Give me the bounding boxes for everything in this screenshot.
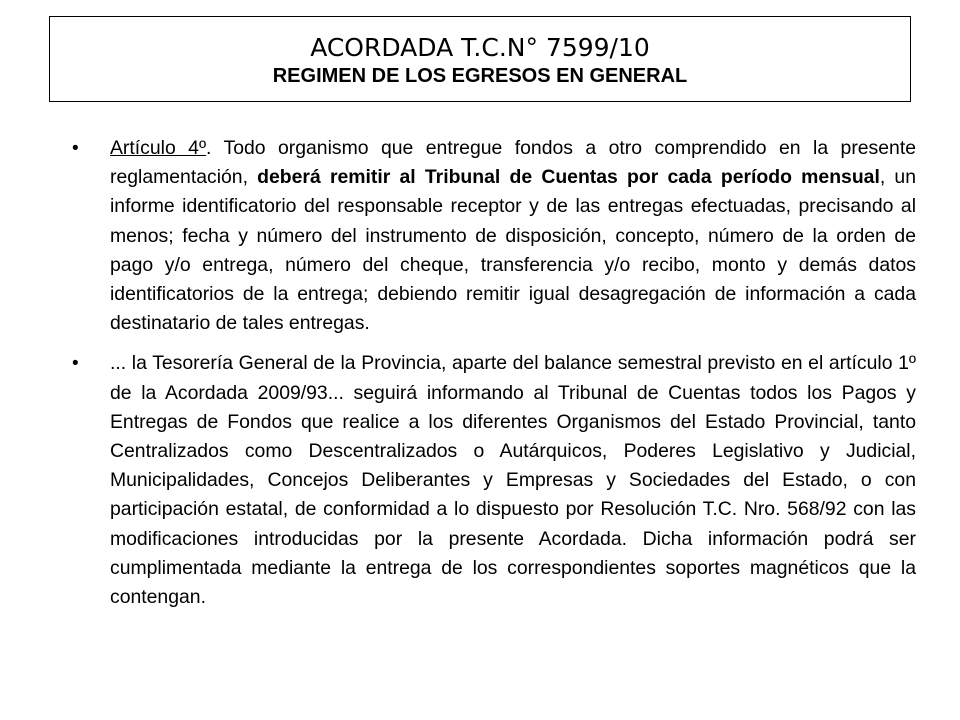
tesoreria-text: ... la Tesorería General de la Provincia, aparte del balance semestral previsto en el artículo 1º de la Acordada 2009/93... seguirá informando al Tribunal de Cuentas todos los Pagos y Entregas de Fondos que realice a los diferentes Organismos del Estado Provincial, tanto Centralizados como Descentralizados o Autárquicos, Poderes Legislativo y Judicial, Municipalidades, Concejos Deliberantes y Empresas y Sociedades del Estado, o con participación estatal, de conformidad a lo dispuesto por Resolución T.C. Nro. 568/92 con las modificaciones introducidas por la presente Acordada. Dicha información podrá ser cumplimentada mediante la entrega de los correspondientes soportes magnéticos que la contengan.	[110, 352, 916, 609]
bullet-icon: •	[72, 353, 79, 375]
article-label: Artículo 4º	[110, 137, 207, 159]
page-subtitle: REGIMEN DE LOS EGRESOS EN GENERAL	[272, 65, 688, 87]
article-text-end: , un informe identificatorio del responsable receptor y de las entregas efectuadas, precisando al menos; fecha y número del instrumento de disposición, concepto, número de la orden de pago y/o entrega, número del cheque, transferencia y/o recibo, monto y demás datos identificatorios de la entrega; debiendo remitir igual desagregación de información a cada destinatario de tales entregas.	[110, 166, 917, 335]
page-title: ACORDADA T.C.N° 7599/10	[310, 33, 650, 62]
list-item-tesoreria	[72, 349, 916, 612]
content-list	[72, 134, 916, 623]
bullet-icon: •	[72, 138, 79, 159]
list-item-article-4	[72, 134, 916, 338]
article-text-bold: deberá remitir al Tribunal de Cuentas por cada período mensual	[257, 166, 880, 189]
title-box	[49, 16, 911, 102]
article-text-start: . Todo organismo que entregue fondos a otro comprendido en la presente reglamentación,	[110, 137, 916, 189]
